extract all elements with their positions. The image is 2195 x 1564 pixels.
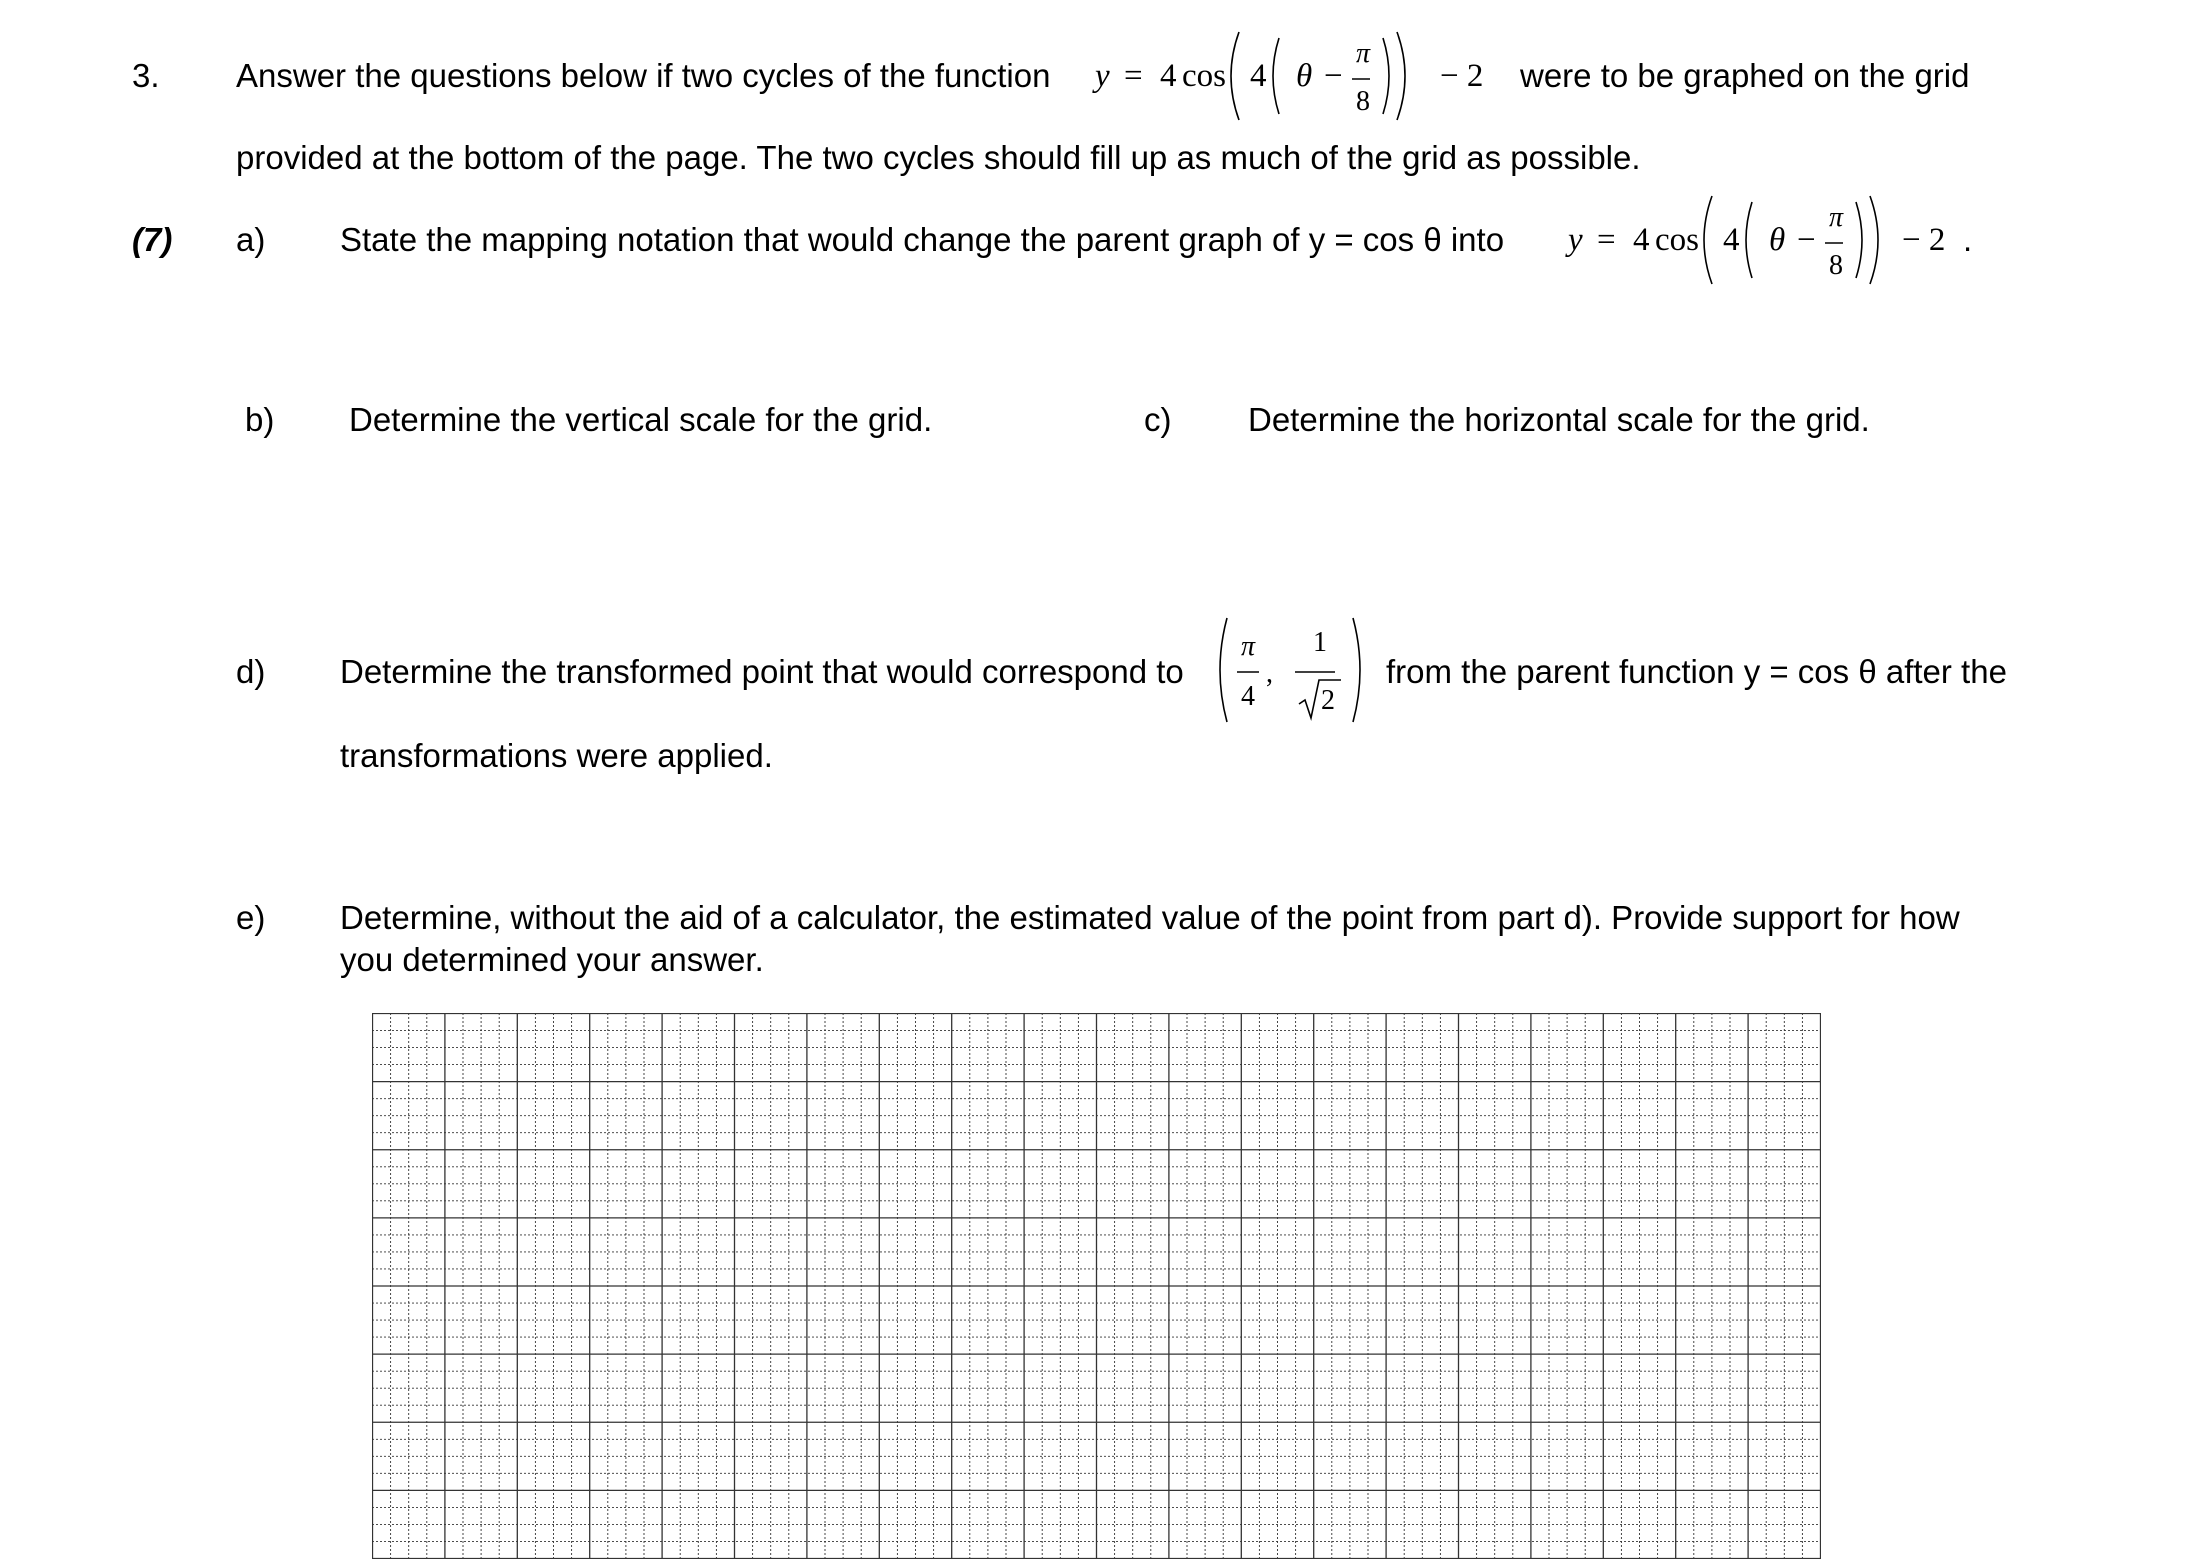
point-y-numerator: 1 [1313,627,1327,658]
equation-shift: − 2 [1440,58,1484,94]
question-intro: Answer the questions below if two cycles of the function [236,57,1051,94]
equation-cos: cos [1655,222,1699,258]
equation-equals: = [1597,222,1616,258]
part-a-label: a) [236,221,266,258]
point-comma: , [1266,658,1273,689]
equation-minus: − [1324,58,1343,94]
equation-y: y [1568,222,1583,258]
part-d-text-line2: transformations were applied. [340,737,773,774]
part-d-text-after: from the parent function y = cos θ after the [1386,653,2007,690]
point-parens [1215,614,1365,726]
equation-cos: cos [1182,58,1226,94]
part-b-label: b) [245,401,275,438]
point-y-denominator: 2 [1321,685,1335,716]
part-e-label: e) [236,899,266,936]
equation-equals: = [1124,58,1143,94]
marks: (7) [132,221,173,258]
equation-coef: 4 [1160,58,1177,94]
part-c-label: c) [1144,401,1172,438]
equation-coef: 4 [1633,222,1650,258]
equation-pi: π [1356,38,1371,69]
part-a-text: State the mapping notation that would change the parent graph of y = cos θ into [340,221,1505,258]
equation-den: 8 [1356,86,1370,117]
equation-theta: θ [1296,58,1313,94]
equation-inner-coef: 4 [1250,58,1267,94]
question-intro-line2: provided at the bottom of the page. The two cycles should fill up as much of the grid as possible. [236,139,1641,176]
graph-grid[interactable] [372,1013,1821,1559]
part-d-label: d) [236,653,266,690]
equation-y: y [1095,58,1110,94]
equation-minus: − [1797,222,1816,258]
part-e-text-line1: Determine, without the aid of a calculator, the estimated value of the point from part d). Provide support for how [340,899,1960,936]
part-b-text: Determine the vertical scale for the grid. [349,401,933,438]
question-intro-end: were to be graphed on the grid [1520,57,1970,94]
equation-shift: − 2 [1902,222,1946,258]
part-d-text: Determine the transformed point that would correspond to [340,653,1184,690]
equation-inner-coef: 4 [1723,222,1740,258]
part-a-end: . [1963,221,1973,258]
part-e-text-line2: you determined your answer. [340,941,764,978]
equation-den: 8 [1829,250,1843,281]
equation-theta: θ [1769,222,1786,258]
equation-pi: π [1829,202,1844,233]
question-number: 3. [132,57,160,94]
point-x-numerator: π [1241,631,1256,662]
part-c-text: Determine the horizontal scale for the grid. [1248,401,1870,438]
point-x-denominator: 4 [1241,681,1255,712]
